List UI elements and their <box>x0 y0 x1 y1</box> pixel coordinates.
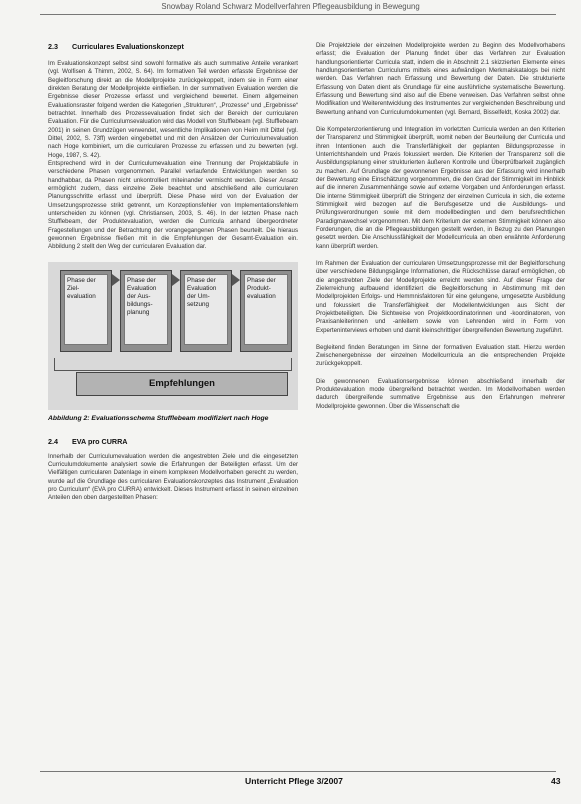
section-title: EVA pro CURRA <box>72 436 128 446</box>
body-paragraph: Innerhalb der Curriculumevaluation werden die angestrebten Ziele und die eingesetzten Curriculumdokumente analysiert sowie die Erfahrungen der Beteiligten erfasst. Um der Vielfältigen curricularen Datenlage in einem komplexen Modellvorhaben gerecht zu werden, wurde auf die Grundlage des curricularen Evaluationskonzeptes das Instrument „Evaluation pro Curriculum“ (EVA pro CURRA) entwickelt. Dieses Instrument erfasst in seinen einzelnen Anteilen den oben dargestellten Phasen: <box>48 452 298 502</box>
arrow-right-icon <box>232 274 240 286</box>
section-number: 2.4 <box>48 436 58 446</box>
section-heading-2-4 <box>48 437 298 447</box>
phase-box <box>120 270 172 352</box>
arrow-right-icon <box>112 274 120 286</box>
section-title: Curriculares Evaluationskonzept <box>72 42 184 51</box>
body-paragraph: Im Rahmen der Evaluation der curricularen Umsetzungsprozesse mit der Begleitforschung über verschiedene Bildungsgänge Informationen, die Rückschlüsse darauf ermöglichen, ob die angestrebten Ziele der Modellprojekte erreicht werden sind. Auf dieser Frage der Zielerreichung aufbauend identifiziert die Begleitforschung in Abstimmung mit den Modellprojekten Erfolgs- und Hemmnisfaktoren für eine gelungene, umgesetzte Ausbildung und fokussiert die Transferfähigkeit der Modellentwicklungen aus Sicht der Projektbeteiligten. Die Sichtweise von Projektkoordinatorinnen und -koordinatoren, von Praxisanleiterinnen und -anleitern sowie von Lehrenden wird in Form von Experteninterviews erhoben und damit kleinschrittiger übergreifenden Bewertung zugeführt. <box>316 259 565 334</box>
body-paragraph: Die Projektziele der einzelnen Modellprojekte werden zu Beginn des Modellvorhabens erfasst; die Evaluation der Planung findet über das Verfahren zur Evaluation handlungsorientierter Curricula statt, indem die in Abschnitt 2.1 skizzierten Elemente eines handlungsorientierten Curriculums mittels eines aufwändigen Merkmalskatalogs bei nicht werden. Das Verfahren nach Erfassung und Bewertung der Daten. Die strukturierte Erfassung von Daten dient als Grundlage für eine ausführliche systematische Bewertung. Erfassung und Bewertung sind also auf die Ebene verweisen. Das Verfahren selbst ohne Modifikation und Weiterentwicklung des Instrumentes zur vergleichenden Beschreibung und Bewertung anhand von Curriculumdokumenten (vgl. Bernard, Bisselfeldt, Koska 2002) dar. <box>316 42 565 116</box>
phase-box <box>60 270 112 352</box>
phase-box <box>180 270 232 352</box>
body-paragraph: Im Evaluationskonzept selbst sind sowohl formative als auch summative Anteile verankert (vgl. Wolfisen & Thimm, 2002, S. 64). Im formativen Teil werden erfasste Ergebnisse der Begleitforschung direkt an die Modellprojekte zurückgekoppelt, indem sie in Form einer direkten Beratung der Modellprojekte einfließen. In der summativen Evaluation werden die Ergebnisse dieser Prozesse erfasst und vergleichend bewertet. Einem allgemeinen Evaluationsraster folgend werden die Kategorien „Strukturen“, „Prozesse“ und „Ergebnisse“ betrachtet. Innerhalb des Prozessevaluation findet sich der Bereich der curricularen Evaluation. Für die Curriculumsevaluation wird das Modell von Stufflebeam (vgl. Stufflebeam 2001) in seinen Grundzügen verwendet, wesentliche Implikationen von Heim mit Dittel (vgl. Dittel, 2002, S. 73ff) werden eingebettet und mit den Ansätzen der Curriculumevaluation nach Hoge kombiniert, um die curricularen Prozesse zu erfassen und zu bewerten (vgl. Hoge, 1987, S. 42). <box>48 60 298 159</box>
feedback-loop-line <box>54 358 292 371</box>
body-paragraph: Entsprechend wird in der Curriculumevaluation eine Trennung der Projektabläufe in verschiedene Phasen vorgenommen. Parallel verlaufende Entwicklungen werden so handhabbar, da Phasen nicht unkontrolliert miteinander vermischt werden. Dieser Ansatz ermöglicht zudem, dass einzelne Ziele beachtet und abschließend alle curricularen Planungsschritte erfasst und überprüft. Diese Phase wird von der Evaluation der Umsetzungsprozesse strikt getrennt, um Konzeptionsfehler von Implementationsfehlern unterscheiden zu können (vgl. Christiansen, 2003, S. 46). In der letzten Phase nach Stufflebeam, der Produktevaluation, werden die Curricula anhand übergeordneter Fragestellungen und der Betrachtung der vorangegangenen Phasen beurteilt. Die hieraus gewonnen Ergebnisse fließen mit in die Empfehlungen der Gesamt-Evaluation ein. Abbildung 2 stellt den Weg der curricularen Evaluation dar. <box>48 159 298 251</box>
body-paragraph: Begleitend finden Beratungen im Sinne der formativen Evaluation statt. Hierzu werden Zwischenergebnisse der einzelnen Modellcurricula an die entsprechenden Projekte zurückgekoppelt. <box>316 343 565 368</box>
figure-evaluation-schema <box>48 262 298 410</box>
phase-box <box>240 270 292 352</box>
section-heading-2-3 <box>48 42 298 52</box>
page-number: 43 <box>551 776 561 786</box>
footer-rule <box>40 771 556 772</box>
body-paragraph: Die Kompetenzorientierung und Integration im vorletzten Curricula werden an den Kriterien der Transparenz und Stimmigkeit überprüft, womit neben der Beurteilung der Curricula und ihren Intentionen auch die Transferfähigkeit der geplanten Bildungsprozesse in Unterrichtshandeln und Praxis fokussiert werden. Die Kriterien der Transparenz soll die Ausbildungsplanung einer strukturierten äußeren Kontrolle und Überprüfbarkeit zugänglich zu machen. Auf Grundlage der gewonnenen Ergebnisse aus der Erfassung wird innerhalb der Bewertung eine Einschätzung vorgenommen, die den Grad der Stimmigkeit im Hinblick auf die inneren Zusammenhänge sowie auf externe Vorgaben und Anforderungen erfasst. Die interne Stimmigkeit überprüft die Stringenz der einzelnen Curricula in sich, die externe Stimmigkeit wird bezogen auf die Berufsgesetze und die Ausbildungs- und Prüfungsverordnungen sowie mit dem modellbedingten und dem berufsrechtlichen Paradigmawechsel vorgenommen. Mit dem Kriterium der externen Stimmigkeit können also Forderungen, die an die Pflegeausbildungen gestellt werden, in Bezug zu den Planungen gesetzt werden. Die Anschlussfähigkeit der Modellcurricula an oben erwähnte Anforderung kann überprüft werden. <box>316 125 565 250</box>
phase-label: Phase der Evaluation der Aus-bildungs-planung <box>124 274 168 345</box>
body-paragraph: Die gewonnenen Evaluationsergebnisse können abschließend innerhalb der Produktevaluation mode übergreifend betrachtet werden. Im Modellvorhaben werden dadurch übergreifende summative Ergebnisse aus den Erfahrungen mehrerer Modellprojekte gewonnen. Über die Wissenschaft die <box>316 377 565 410</box>
empfehlungen-box: Empfehlungen <box>76 372 288 396</box>
running-head: Snowbay Roland Schwarz Modellverfahren Pflegeausbildung in Bewegung <box>161 2 420 11</box>
header-rule <box>40 14 556 15</box>
phase-label: Phase der Ziel-evaluation <box>64 274 108 345</box>
left-column <box>48 42 298 503</box>
journal-title: Unterricht Pflege 3/2007 <box>245 776 343 786</box>
section-number: 2.3 <box>48 42 58 51</box>
phase-label: Phase der Produkt-evaluation <box>244 274 288 345</box>
figure-caption: Abbildung 2: Evaluationsschema Stufflebeam modifiziert nach Hoge <box>48 414 269 422</box>
phase-label: Phase der Evaluation der Um-setzung <box>184 274 228 345</box>
right-column <box>316 42 565 411</box>
arrow-right-icon <box>172 274 180 286</box>
